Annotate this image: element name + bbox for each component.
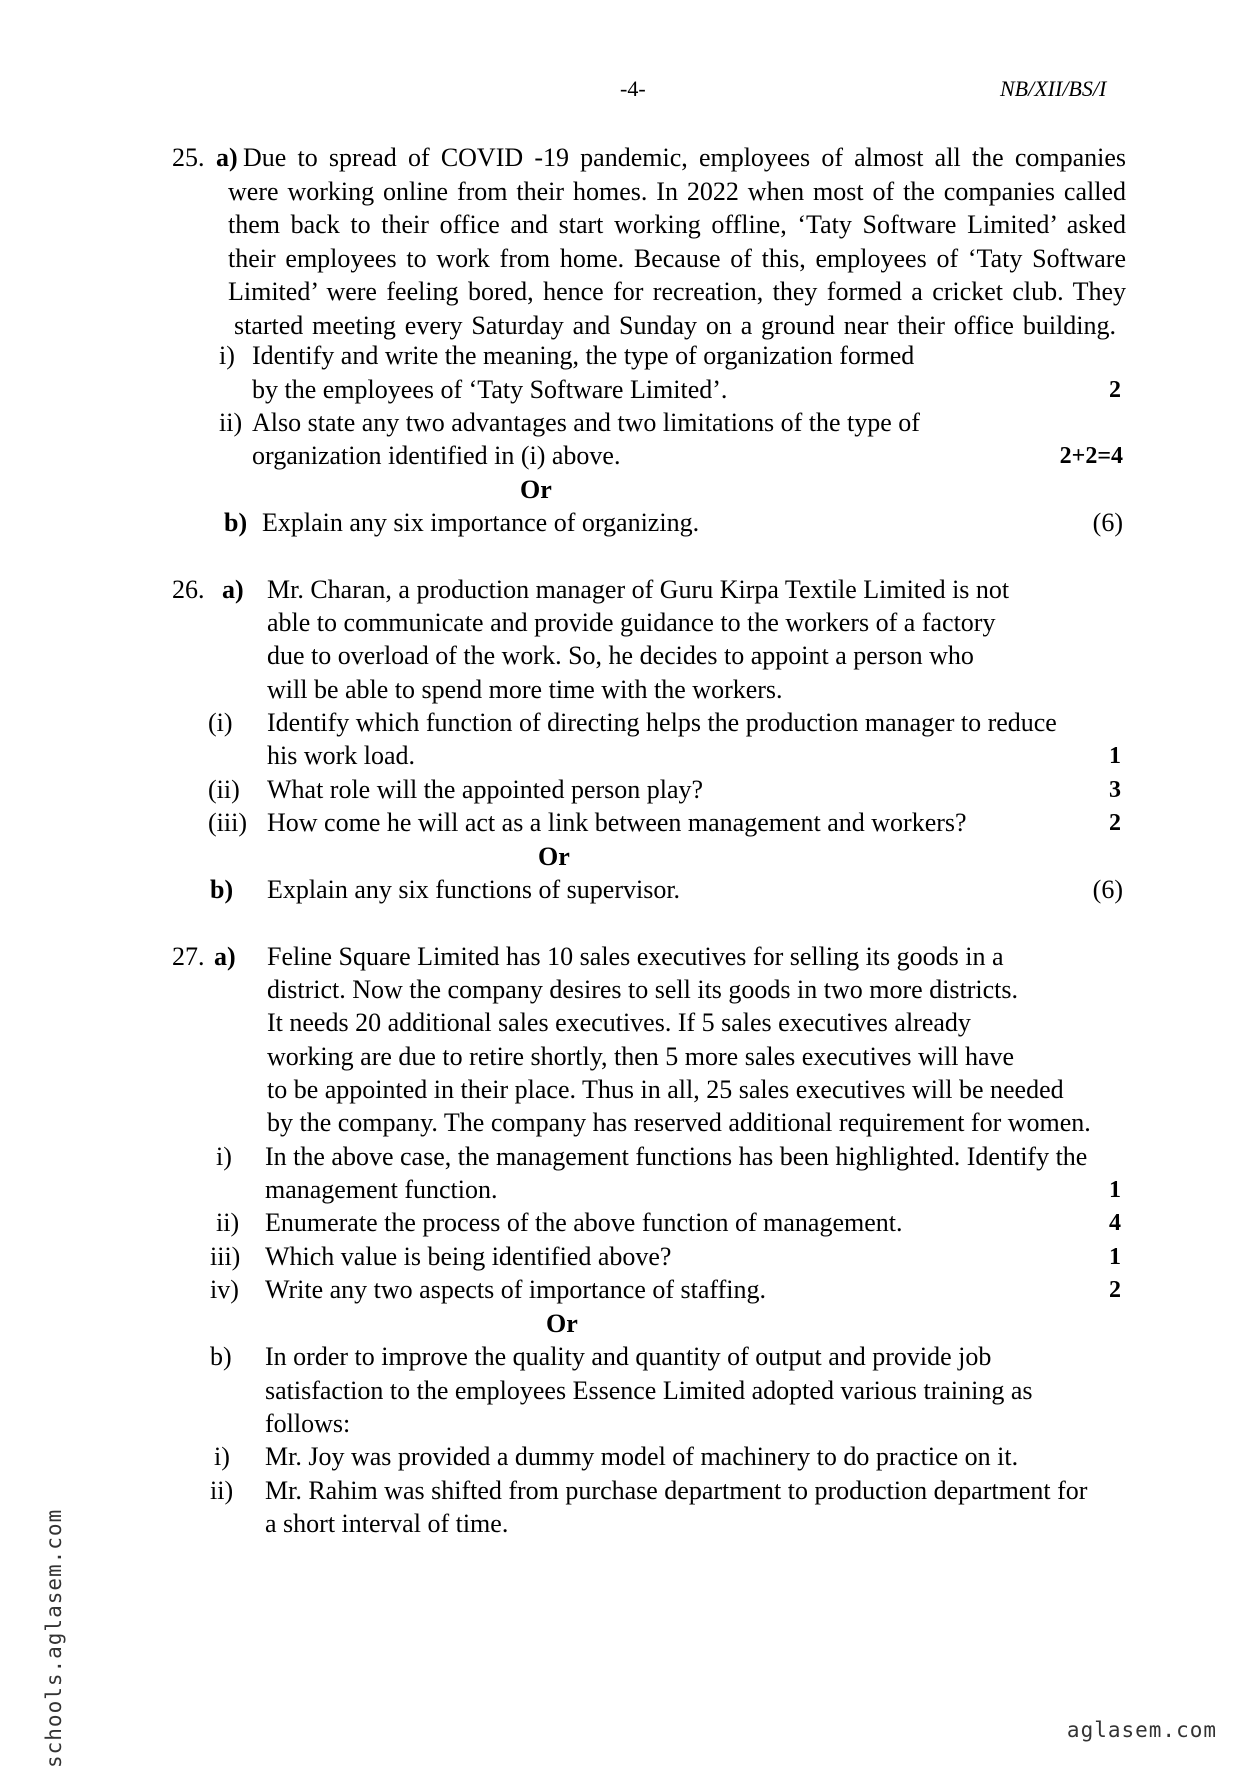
sub-i-label: i)	[219, 341, 235, 370]
option-b-text: Explain any six importance of organizing.	[262, 508, 700, 537]
question-25-a-text	[228, 141, 1126, 342]
text-line: by the company. The company has reserved additional requirement for women.	[267, 1108, 1091, 1137]
marks: 1	[1109, 1244, 1121, 1270]
text-line: able to communicate and provide guidance to the workers of a factory	[267, 608, 996, 637]
sub-b-ii-label: ii)	[210, 1476, 234, 1505]
sub-ii-label: ii)	[219, 408, 243, 437]
text-line: started meeting every Saturday and Sunday on a ground near their office building.	[234, 310, 1116, 340]
option-b-label: b)	[210, 875, 234, 904]
marks: 4	[1109, 1210, 1121, 1236]
sub-ii-line-1: Also state any two advantages and two limitations of the type of	[252, 408, 920, 437]
option-a-label: a)	[214, 942, 236, 971]
marks: 3	[1109, 777, 1121, 803]
page-number: -4-	[620, 76, 646, 101]
text-line: them back to their office and start working offline, ‘Taty Software Limited’ asked	[228, 210, 1126, 239]
sub-b-ii-line-1: Mr. Rahim was shifted from purchase department to production department for	[265, 1476, 1088, 1505]
sub-iii-label: (iii)	[208, 808, 247, 837]
or-separator: Or	[538, 842, 570, 871]
text-line: to be appointed in their place. Thus in all, 25 sales executives will be needed	[267, 1075, 1064, 1104]
sub-i-line-2: management function.	[265, 1175, 498, 1204]
text-line: follows:	[265, 1409, 351, 1438]
text-line: district. Now the company desires to sell its goods in two more districts.	[267, 975, 1019, 1004]
text-line: In order to improve the quality and quantity of output and provide job	[265, 1342, 992, 1371]
sub-i-line-2: his work load.	[267, 741, 416, 770]
marks: 2	[1109, 1277, 1121, 1303]
sub-i-line-1: Identify and write the meaning, the type of organization formed	[252, 341, 915, 370]
option-a-label: a)	[216, 143, 238, 172]
option-b-label: b)	[210, 1342, 232, 1371]
side-watermark: schools.aglasem.com	[42, 1508, 66, 1768]
paper-code: NB/XII/BS/I	[1000, 76, 1107, 101]
option-b-label: b)	[224, 508, 248, 537]
text-line: Due to spread of COVID -19 pandemic, employees of almost all the companies	[243, 143, 1126, 172]
sub-i-line-1: In the above case, the management functions has been highlighted. Identify the	[265, 1142, 1088, 1171]
marks: 2	[1109, 810, 1121, 836]
sub-b-i-label: i)	[214, 1442, 230, 1471]
sub-b-i-text: Mr. Joy was provided a dummy model of machinery to do practice on it.	[265, 1442, 1019, 1471]
marks: 2	[1109, 377, 1121, 403]
sub-i-label: (i)	[208, 708, 233, 737]
sub-ii-text: Enumerate the process of the above function of management.	[265, 1208, 903, 1237]
text-line: will be able to spend more time with the workers.	[267, 675, 783, 704]
sub-ii-text: What role will the appointed person play?	[267, 775, 704, 804]
sub-iii-text: How come he will act as a link between management and workers?	[267, 808, 967, 837]
sub-iv-text: Write any two aspects of importance of staffing.	[265, 1275, 766, 1304]
sub-iii-label: iii)	[210, 1242, 241, 1271]
sub-i-line-1: Identify which function of directing helps the production manager to reduce	[267, 708, 1057, 737]
option-b-text: Explain any six functions of supervisor.	[267, 875, 681, 904]
marks: (6)	[1092, 508, 1123, 537]
question-number: 27.	[172, 942, 205, 971]
sub-ii-label: ii)	[216, 1208, 240, 1237]
sub-b-ii-line-2: a short interval of time.	[265, 1509, 509, 1538]
text-line: their employees to work from home. Because of this, employees of ‘Taty Software	[228, 243, 1126, 273]
sub-ii-label: (ii)	[208, 775, 240, 804]
bottom-watermark: aglasem.com	[1066, 1718, 1217, 1742]
question-number: 25.	[172, 143, 205, 172]
sub-ii-line-2: organization identified in (i) above.	[252, 441, 621, 470]
question-number: 26.	[172, 575, 205, 604]
text-line: working are due to retire shortly, then 5 more sales executives will have	[267, 1042, 1015, 1071]
text-line: Mr. Charan, a production manager of Guru Kirpa Textile Limited is not	[267, 575, 1010, 604]
marks: 1	[1109, 743, 1121, 769]
text-line: It needs 20 additional sales executives. If 5 sales executives already	[267, 1008, 971, 1037]
sub-i-label: i)	[216, 1142, 232, 1171]
or-separator: Or	[546, 1309, 578, 1338]
sub-i-line-2: by the employees of ‘Taty Software Limited’.	[252, 375, 728, 404]
sub-iv-label: iv)	[210, 1275, 239, 1304]
text-line: due to overload of the work. So, he decides to appoint a person who	[267, 641, 974, 670]
text-line: Limited’ were feeling bored, hence for recreation, they formed a cricket club. They	[228, 277, 1126, 306]
or-separator: Or	[520, 475, 552, 504]
option-a-label: a)	[222, 575, 244, 604]
marks: 2+2=4	[1059, 443, 1123, 469]
text-line: satisfaction to the employees Essence Limited adopted various training as	[265, 1376, 1033, 1405]
sub-iii-text: Which value is being identified above?	[265, 1242, 672, 1271]
text-line: Feline Square Limited has 10 sales executives for selling its goods in a	[267, 942, 1004, 971]
marks: 1	[1109, 1177, 1121, 1203]
marks: (6)	[1092, 875, 1123, 904]
text-line: were working online from their homes. In 2022 when most of the companies called	[228, 176, 1126, 206]
